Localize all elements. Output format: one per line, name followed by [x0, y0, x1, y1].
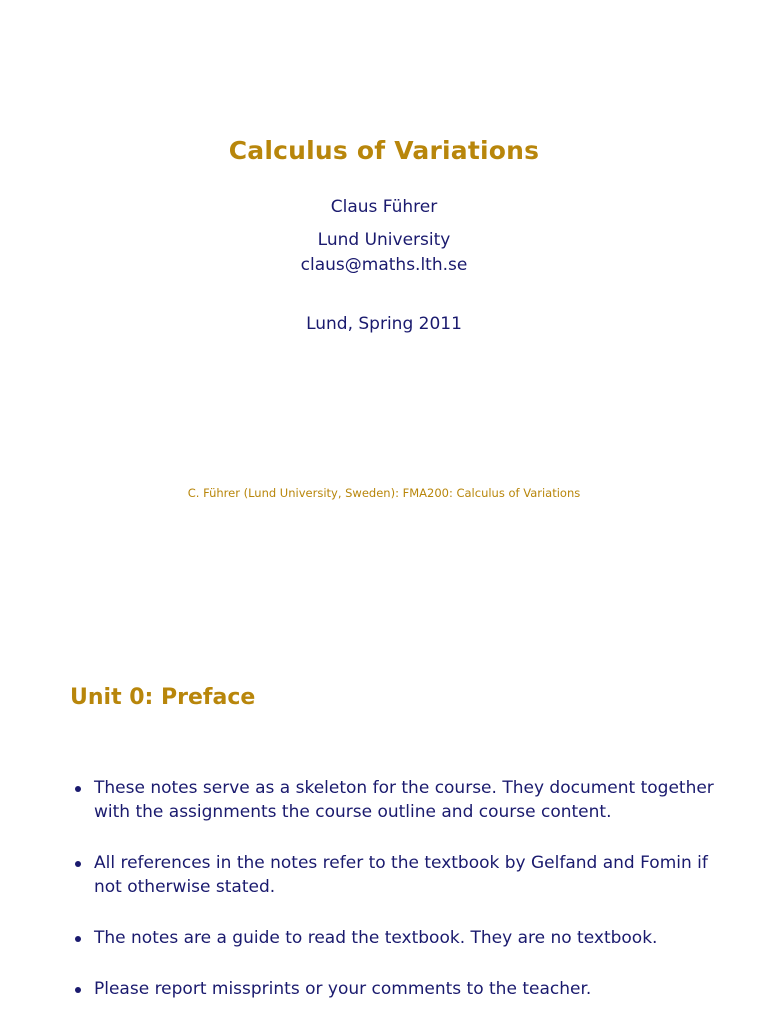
bullet-text: These notes serve as a skeleton for the course. They document together with the assignments the course outline and course content.: [94, 778, 714, 822]
slide-title: Calculus of Variations: [228, 136, 540, 165]
institution: Lund University: [317, 230, 451, 250]
author-name: Claus Führer: [330, 197, 438, 217]
bullet-item: [70, 926, 730, 950]
bullet-text: All references in the notes refer to the textbook by Gelfand and Fomin if not otherwise stated.: [94, 853, 708, 897]
bullet-item: [70, 977, 730, 1001]
slide-footer: C. Führer (Lund University, Sweden): FMA200: Calculus of Variations: [187, 486, 581, 500]
bullet-icon: [75, 861, 81, 867]
bullet-list: [70, 776, 730, 1001]
frame-title: Unit 0: Preface: [70, 685, 256, 710]
bullet-text: Please report missprints or your comments to the teacher.: [94, 979, 592, 999]
author-email: claus@maths.lth.se: [300, 255, 468, 275]
bullet-icon: [75, 936, 81, 942]
bullet-icon: [75, 786, 81, 792]
bullet-item: [70, 776, 730, 824]
bullet-icon: [75, 987, 81, 993]
bullet-text: The notes are a guide to read the textbook. They are no textbook.: [94, 928, 658, 948]
date: Lund, Spring 2011: [306, 314, 462, 334]
bullet-item: [70, 851, 730, 899]
